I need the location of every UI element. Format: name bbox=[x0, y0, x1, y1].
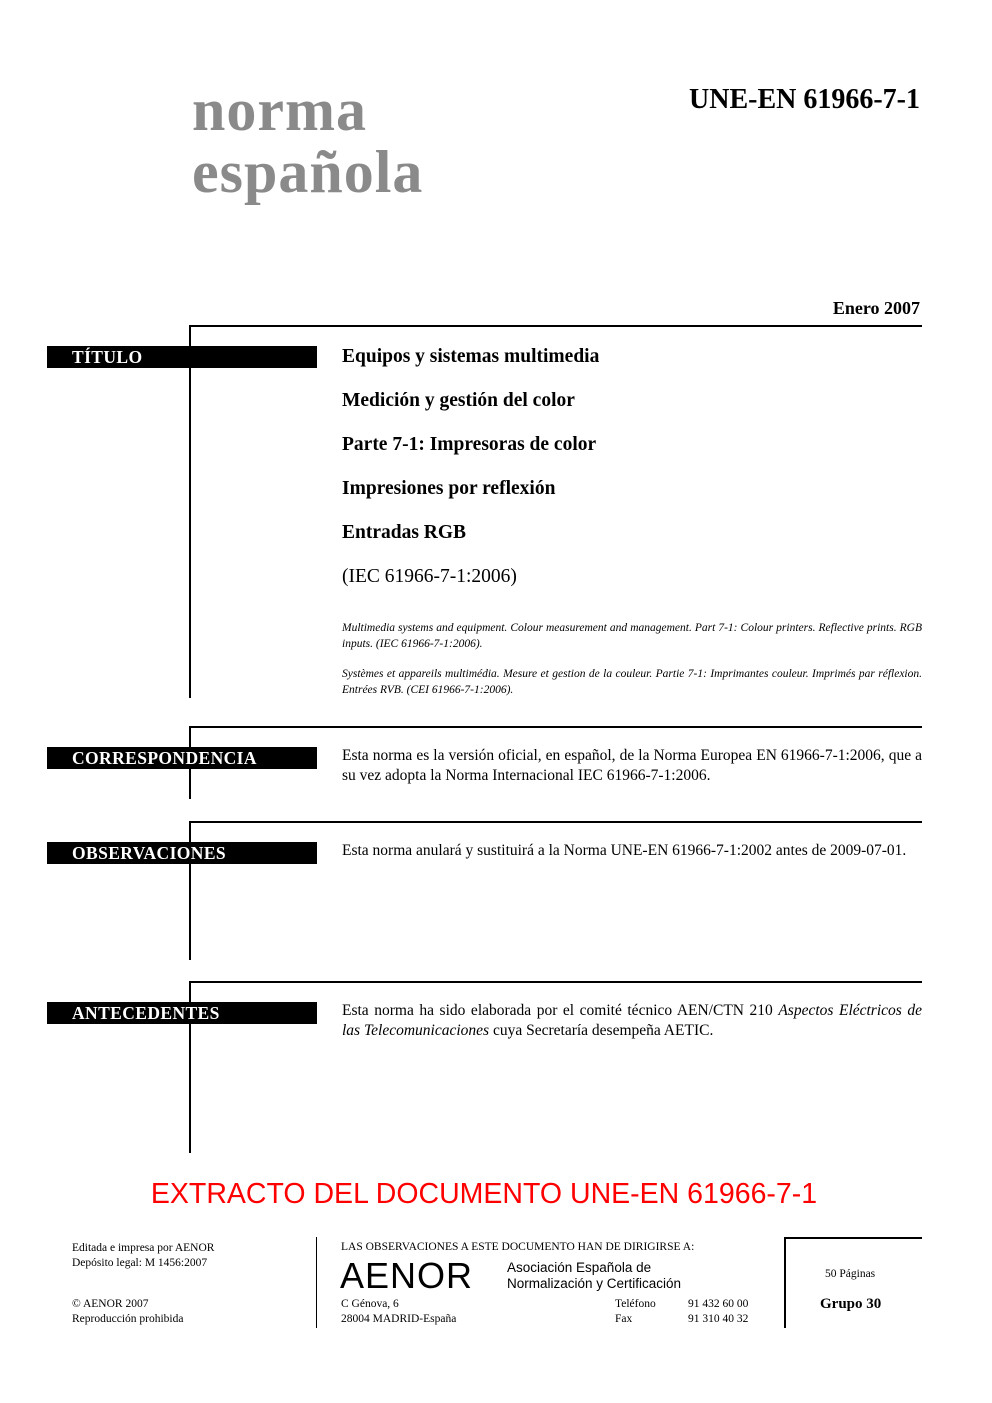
title-iec-reference: (IEC 61966-7-1:2006) bbox=[342, 566, 517, 587]
brand-title-line2: española bbox=[192, 139, 424, 205]
brand-title-line1: norma bbox=[192, 77, 367, 143]
title-french-translation: Systèmes et appareils multimédia. Mesure et gestion de la couleur. Partie 7-1: Imprimantes couleur. Imprimés par réflexion. Entrées RVB. (CEI 61966-7-1:2006). bbox=[342, 668, 922, 696]
footer-fax-label: Fax bbox=[615, 1313, 633, 1325]
price-group: Grupo 30 bbox=[820, 1296, 882, 1312]
footer-edited-by: Editada e impresa por AENOR bbox=[72, 1242, 215, 1254]
title-line-5: Entradas RGB bbox=[342, 522, 467, 543]
publication-date: Enero 2007 bbox=[832, 298, 920, 318]
section-divider-antecedentes bbox=[189, 981, 922, 983]
section-label-correspondencia: CORRESPONDENCIA bbox=[47, 747, 317, 769]
footer-address-street: C Génova, 6 bbox=[341, 1298, 399, 1310]
title-english-translation: Multimedia systems and equipment. Colour measurement and management. Part 7-1: Colour printers. Reflective prints. RGB inputs. (IEC 61966-7-1:2006). bbox=[342, 622, 922, 650]
section-label-observaciones: OBSERVACIONES bbox=[47, 842, 317, 864]
antecedentes-committee-name: Aspectos Eléctricos de las Telecomunicaciones bbox=[342, 1002, 922, 1039]
footer-address-city: 28004 MADRID-España bbox=[341, 1313, 457, 1325]
aenor-association-line2: Normalización y Certificación bbox=[507, 1276, 682, 1291]
footer-legal-deposit: Depósito legal: M 1456:2007 bbox=[72, 1257, 208, 1269]
footer-observations-notice: LAS OBSERVACIONES A ESTE DOCUMENTO HAN DE DIRIGIRSE A: bbox=[341, 1241, 695, 1253]
antecedentes-text-before: Esta norma ha sido elaborada por el comité técnico AEN/CTN 210 bbox=[342, 1002, 779, 1019]
section-rule-titulo bbox=[189, 325, 191, 698]
section-divider-correspondencia bbox=[189, 726, 922, 728]
standard-code: UNE-EN 61966-7-1 bbox=[689, 84, 920, 115]
antecedentes-text bbox=[342, 1001, 922, 1041]
observaciones-text: Esta norma anulará y sustituirá a la Norma UNE-EN 61966-7-1:2002 antes de 2009-07-01. bbox=[342, 842, 907, 859]
extract-watermark: EXTRACTO DEL DOCUMENTO UNE-EN 61966-7-1 bbox=[150, 1178, 818, 1210]
correspondencia-text: Esta norma es la versión oficial, en español, de la Norma Europea EN 61966-7-1:2006, que a su vez adopta la Norma Internacional IEC 61966-7-1:2006. bbox=[342, 747, 922, 784]
page-count: 50 Páginas bbox=[825, 1268, 876, 1280]
section-label-titulo: TÍTULO bbox=[47, 346, 317, 368]
aenor-association-name bbox=[507, 1260, 681, 1292]
title-line-3: Parte 7-1: Impresoras de color bbox=[342, 434, 597, 455]
title-line-4: Impresiones por reflexión bbox=[342, 478, 556, 499]
footer-box-left-rule bbox=[784, 1237, 786, 1328]
footer-phone-number: 91 432 60 00 bbox=[688, 1298, 749, 1310]
footer-reproduction-notice: Reproducción prohibida bbox=[72, 1313, 184, 1325]
aenor-logo-text: AENOR bbox=[340, 1255, 474, 1296]
title-line-1: Equipos y sistemas multimedia bbox=[342, 346, 600, 367]
footer-fax-number: 91 310 40 32 bbox=[688, 1313, 749, 1325]
section-divider-observaciones bbox=[189, 821, 922, 823]
title-line-2: Medición y gestión del color bbox=[342, 390, 575, 411]
section-divider-titulo bbox=[189, 325, 922, 327]
footer-copyright: © AENOR 2007 bbox=[72, 1298, 149, 1310]
antecedentes-text-after: cuya Secretaría desempeña AETIC. bbox=[489, 1022, 714, 1039]
footer-phone-label: Teléfono bbox=[615, 1298, 656, 1310]
section-label-antecedentes: ANTECEDENTES bbox=[47, 1002, 317, 1024]
aenor-association-line1: Asociación Española de bbox=[507, 1260, 652, 1275]
footer-divider-left bbox=[316, 1237, 317, 1328]
footer-box-top-rule bbox=[784, 1237, 922, 1239]
